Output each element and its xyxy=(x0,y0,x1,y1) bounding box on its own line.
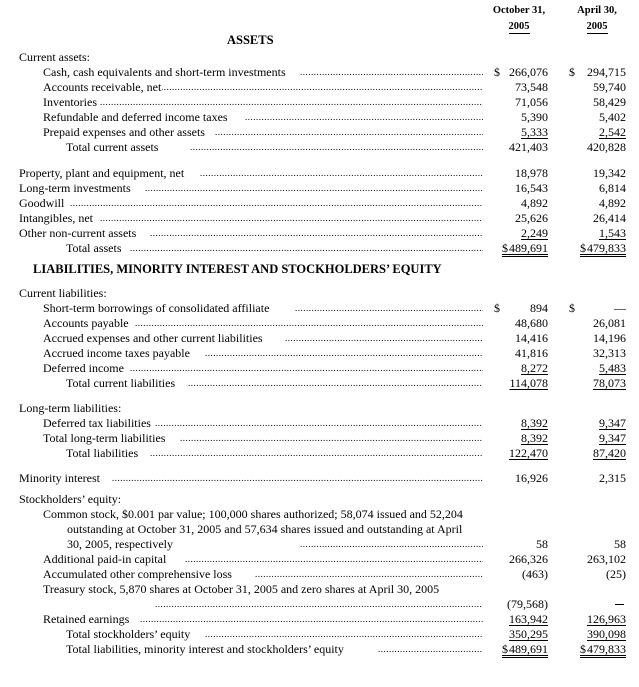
total-equity-apr: 390,098 xyxy=(587,627,626,641)
total-lt-liab-oct: 8,392 xyxy=(521,431,548,445)
total-liab-equity-row xyxy=(0,642,639,657)
st-borrowings-label: Short-term borrowings of consolidated affiliate xyxy=(43,301,270,315)
ppe-label: Property, plant and equipment, net xyxy=(19,166,185,180)
leader-dots xyxy=(300,537,483,552)
aoci-oct: (463) xyxy=(522,567,548,581)
leader-dots xyxy=(188,376,483,391)
total-liab-apr: 87,420 xyxy=(593,446,626,460)
refundable-taxes-label: Refundable and deferred income taxes xyxy=(43,110,228,124)
accrued-label: Accrued expenses and other current liabilities xyxy=(43,331,263,345)
prepaid-oct: 5,333 xyxy=(521,125,548,139)
leader-dots xyxy=(245,110,483,125)
total-lt-liab-label: Total long-term liabilities xyxy=(43,431,166,445)
deferred-income-apr: 5,483 xyxy=(599,361,626,375)
total-current-liab-row xyxy=(0,376,639,391)
total-current-assets-row xyxy=(0,140,639,155)
currency-symbol: $ xyxy=(579,241,586,255)
aoci-label: Accumulated other comprehensive loss xyxy=(43,567,232,581)
st-borrowings-oct: 894 xyxy=(530,301,548,315)
total-equity-oct: 350,295 xyxy=(509,627,548,641)
leader-dots xyxy=(135,316,483,331)
column-header-october-year: 2005 xyxy=(508,21,530,32)
st-borrowings-apr: — xyxy=(614,301,626,315)
receivables-row xyxy=(0,80,639,95)
receivables-oct: 73,548 xyxy=(515,80,548,94)
currency-symbol: $ xyxy=(494,65,500,79)
leader-dots xyxy=(255,567,483,582)
currency-symbol: $ xyxy=(579,642,586,656)
leader-dots xyxy=(150,446,483,461)
currency-symbol: $ xyxy=(569,65,575,79)
payable-label: Accounts payable xyxy=(43,316,129,330)
deferred-income-label: Deferred income xyxy=(43,361,124,375)
leader-dots xyxy=(112,471,483,486)
lt-investments-oct: 16,543 xyxy=(515,181,548,195)
total-liab-row xyxy=(0,446,639,461)
deferred-income-row xyxy=(0,361,639,376)
currency-symbol: $ xyxy=(501,642,508,656)
column-header-april-year: 2005 xyxy=(586,21,608,32)
apic-label: Additional paid-in capital xyxy=(43,552,167,566)
leader-dots xyxy=(150,226,483,241)
leader-dots xyxy=(300,65,483,80)
total-current-liab-oct: 114,078 xyxy=(509,376,548,390)
accrued-apr: 14,196 xyxy=(593,331,626,345)
apic-apr: 263,102 xyxy=(587,552,626,566)
leader-dots xyxy=(180,431,483,446)
intangibles-oct: 25,626 xyxy=(515,211,548,225)
total-current-liab-apr: 78,073 xyxy=(593,376,626,390)
prepaid-row xyxy=(0,125,639,140)
lt-investments-apr: 6,814 xyxy=(599,181,626,195)
apic-row xyxy=(0,552,639,567)
other-noncurrent-row xyxy=(0,226,639,241)
payable-row xyxy=(0,316,639,331)
leader-dots xyxy=(378,642,483,657)
leader-dots xyxy=(140,612,483,627)
inventories-oct: 71,056 xyxy=(515,95,548,109)
intangibles-row xyxy=(0,211,639,226)
intangibles-apr: 26,414 xyxy=(593,211,626,225)
payable-oct: 48,680 xyxy=(515,316,548,330)
column-header-october-line1: October 31, xyxy=(492,5,546,16)
liabilities-title: LIABILITIES, MINORITY INTEREST AND STOCKHOLDERS’ EQUITY xyxy=(33,262,442,276)
refundable-taxes-apr: 5,402 xyxy=(599,110,626,124)
payable-apr: 26,081 xyxy=(593,316,626,330)
total-liab-label: Total liabilities xyxy=(66,446,139,460)
other-noncurrent-apr: 1,543 xyxy=(599,226,626,240)
leader-dots xyxy=(215,125,483,140)
leader-dots xyxy=(285,331,483,346)
current-liab-heading: Current liabilities: xyxy=(19,286,107,300)
refundable-taxes-row xyxy=(0,110,639,125)
equity-heading: Stockholders’ equity: xyxy=(19,492,122,506)
total-liab-equity-oct: 489,691 xyxy=(509,642,548,656)
total-liab-oct: 122,470 xyxy=(509,446,548,460)
receivables-apr: 59,740 xyxy=(593,80,626,94)
retained-row xyxy=(0,612,639,627)
lt-investments-label: Long-term investments xyxy=(19,181,131,195)
treasury-apr-dash xyxy=(615,604,624,605)
cash-apr: 294,715 xyxy=(587,65,626,79)
cash-row xyxy=(0,65,639,80)
total-current-assets-oct: 421,403 xyxy=(509,140,548,154)
deferred-tax-row xyxy=(0,416,639,431)
column-header-april-line1: April 30, xyxy=(577,5,617,16)
leader-dots xyxy=(130,241,483,256)
deferred-tax-apr: 9,347 xyxy=(599,416,626,430)
leader-dots xyxy=(150,80,483,95)
leader-dots xyxy=(130,361,483,376)
minority-label: Minority interest xyxy=(19,471,100,485)
leader-dots xyxy=(100,95,483,110)
refundable-taxes-oct: 5,390 xyxy=(521,110,548,124)
column-header-october xyxy=(482,4,556,34)
accrued-tax-row xyxy=(0,346,639,361)
minority-apr: 2,315 xyxy=(599,471,626,485)
ppe-oct: 18,978 xyxy=(515,166,548,180)
ppe-apr: 19,342 xyxy=(593,166,626,180)
accrued-tax-label: Accrued income taxes payable xyxy=(43,346,190,360)
lt-liab-heading: Long-term liabilities: xyxy=(19,401,122,415)
goodwill-label: Goodwill xyxy=(19,196,65,210)
other-noncurrent-label: Other non-current assets xyxy=(19,226,137,240)
total-current-assets-apr: 420,828 xyxy=(587,140,626,154)
st-borrowings-row xyxy=(0,301,639,316)
common-stock-oct: 58 xyxy=(536,537,548,551)
leader-dots xyxy=(185,552,483,567)
aoci-row xyxy=(0,567,639,582)
accrued-oct: 14,416 xyxy=(515,331,548,345)
intangibles-label: Intangibles, net xyxy=(19,211,93,225)
aoci-apr: (25) xyxy=(606,567,626,581)
goodwill-apr: 4,892 xyxy=(599,196,626,210)
deferred-tax-label: Deferred tax liabilities xyxy=(43,416,151,430)
deferred-tax-oct: 8,392 xyxy=(521,416,548,430)
minority-row xyxy=(0,471,639,486)
leader-dots xyxy=(205,627,483,642)
leader-dots xyxy=(100,211,483,226)
goodwill-oct: 4,892 xyxy=(521,196,548,210)
inventories-apr: 58,429 xyxy=(593,95,626,109)
total-assets-oct: 489,691 xyxy=(509,241,548,255)
leader-dots xyxy=(145,181,483,196)
retained-label: Retained earnings xyxy=(43,612,130,626)
leader-dots xyxy=(190,140,483,155)
accrued-tax-oct: 41,816 xyxy=(515,346,548,360)
current-assets-heading: Current assets: xyxy=(19,50,90,64)
total-liab-equity-apr: 479,833 xyxy=(587,642,626,656)
minority-oct: 16,926 xyxy=(515,471,548,485)
total-equity-label: Total stockholders’ equity xyxy=(66,627,191,641)
total-current-liab-label: Total current liabilities xyxy=(66,376,176,390)
total-lt-liab-row xyxy=(0,431,639,446)
treasury-oct: (79,568) xyxy=(507,597,548,611)
currency-symbol: $ xyxy=(494,301,500,315)
cash-label: Cash, cash equivalents and short-term investments xyxy=(43,65,286,79)
prepaid-label: Prepaid expenses and other assets xyxy=(43,125,205,139)
receivables-label: Accounts receivable, net xyxy=(43,80,162,94)
assets-title: ASSETS xyxy=(227,33,274,47)
inventories-label: Inventories xyxy=(43,95,97,109)
prepaid-apr: 2,542 xyxy=(599,125,626,139)
common-stock-apr: 58 xyxy=(614,537,626,551)
total-assets-apr: 479,833 xyxy=(587,241,626,255)
common-stock-label: Common stock, $0.001 par value; 100,000 shares authorized; 58,074 issued and 52,204 outstanding at October 31, 2005 and 57,634 shares issued and outstanding at April 30, 2005, respectively xyxy=(43,507,463,551)
current-assets-heading-row xyxy=(0,50,639,65)
currency-symbol: $ xyxy=(501,241,508,255)
column-header-april xyxy=(566,4,628,34)
cash-oct: 266,076 xyxy=(509,65,548,79)
lt-investments-row xyxy=(0,181,639,196)
leader-dots xyxy=(155,597,483,612)
total-current-assets-label: Total current assets xyxy=(66,140,159,154)
leader-dots xyxy=(295,301,483,316)
treasury-label: Treasury stock, 5,870 shares at October 31, 2005 and zero shares at April 30, 2005 xyxy=(43,582,440,596)
total-equity-row xyxy=(0,627,639,642)
currency-symbol: $ xyxy=(569,301,575,315)
current-liab-heading-row xyxy=(0,286,639,301)
retained-oct: 163,942 xyxy=(509,612,548,626)
deferred-income-oct: 8,272 xyxy=(521,361,548,375)
accrued-row xyxy=(0,331,639,346)
leader-dots xyxy=(200,166,483,181)
total-assets-row xyxy=(0,241,639,256)
accrued-tax-apr: 32,313 xyxy=(593,346,626,360)
common-stock-values xyxy=(0,537,639,552)
retained-apr: 126,963 xyxy=(587,612,626,626)
total-liab-equity-label: Total liabilities, minority interest and stockholders’ equity xyxy=(66,642,344,656)
leader-dots xyxy=(205,346,483,361)
inventories-row xyxy=(0,95,639,110)
leader-dots xyxy=(70,196,483,211)
ppe-row xyxy=(0,166,639,181)
lt-liab-heading-row xyxy=(0,401,639,416)
treasury-values xyxy=(0,597,639,612)
total-assets-label: Total assets xyxy=(66,241,122,255)
goodwill-row xyxy=(0,196,639,211)
total-lt-liab-apr: 9,347 xyxy=(599,431,626,445)
apic-oct: 266,326 xyxy=(509,552,548,566)
other-noncurrent-oct: 2,249 xyxy=(521,226,548,240)
leader-dots xyxy=(155,416,483,431)
equity-heading-row xyxy=(0,492,639,507)
